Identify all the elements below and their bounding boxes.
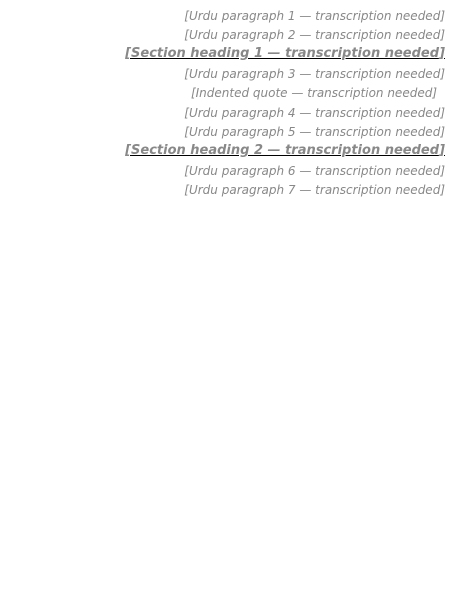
section-heading-1	[10, 46, 445, 62]
paragraph-3-text: [Urdu paragraph 3 — transcription needed]	[184, 67, 445, 81]
indented-quote	[10, 85, 445, 101]
paragraph-5	[10, 124, 445, 140]
paragraph-6-text: [Urdu paragraph 6 — transcription needed]	[184, 164, 445, 178]
paragraph-2	[10, 27, 445, 43]
paragraph-4	[10, 105, 445, 121]
section-heading-2-text: [Section heading 2 — transcription needed]	[125, 143, 445, 158]
paragraph-7-text: [Urdu paragraph 7 — transcription needed]	[184, 183, 445, 197]
section-heading-1-text: [Section heading 1 — transcription needed]	[125, 46, 445, 61]
paragraph-1-text: [Urdu paragraph 1 — transcription needed]	[184, 9, 445, 23]
paragraph-2-text: [Urdu paragraph 2 — transcription needed]	[184, 28, 445, 42]
paragraph-4-text: [Urdu paragraph 4 — transcription needed]	[184, 106, 445, 120]
section-heading-2	[10, 143, 445, 159]
paragraph-3	[10, 66, 445, 82]
indented-quote-text: [Indented quote — transcription needed]	[190, 86, 437, 100]
paragraph-5-text: [Urdu paragraph 5 — transcription needed]	[184, 125, 445, 139]
paragraph-1	[10, 8, 445, 24]
paragraph-7	[10, 182, 445, 198]
paragraph-6	[10, 163, 445, 179]
